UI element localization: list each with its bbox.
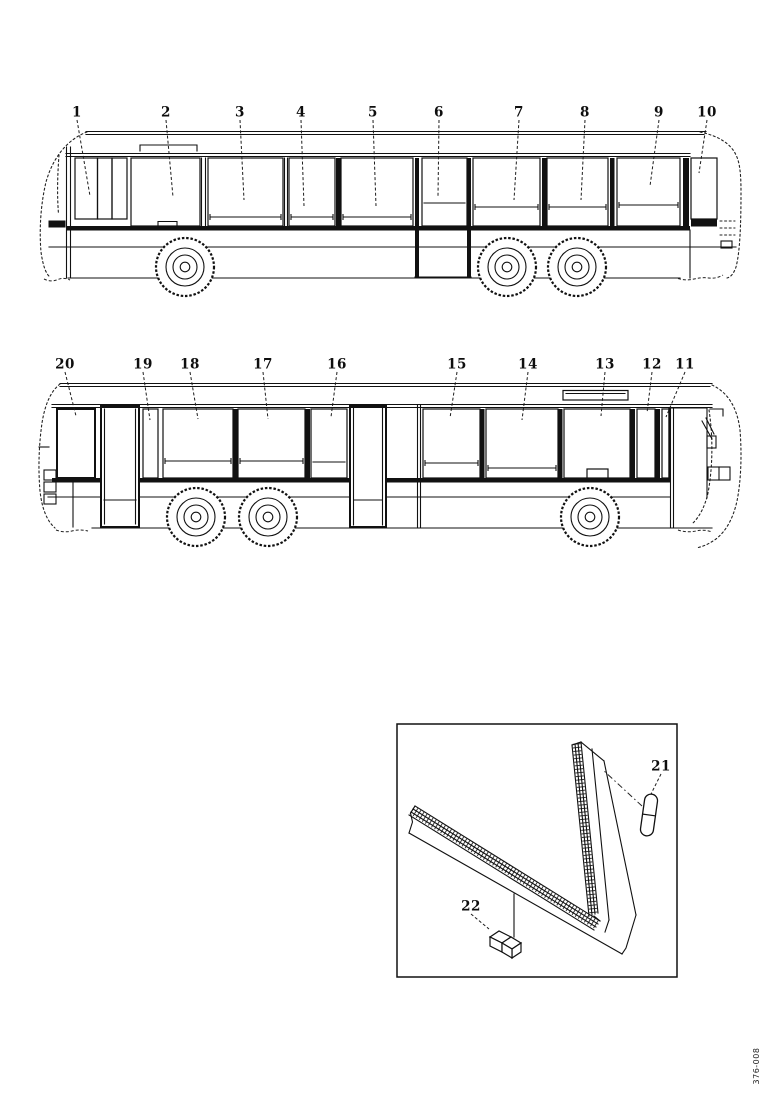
- callout-17: 17: [253, 356, 273, 373]
- callout-11: 11: [675, 356, 695, 373]
- callout-leader-19: [143, 372, 150, 420]
- callout-5: 5: [368, 104, 378, 121]
- wheel: [561, 488, 619, 546]
- callout-18: 18: [180, 356, 200, 373]
- clip-21-position-line: [603, 770, 642, 806]
- callout-21: 21: [651, 758, 671, 775]
- front-door: [670, 408, 712, 528]
- callout-leader-21: [651, 774, 661, 794]
- callout-leader-5: [373, 120, 376, 206]
- callout-12: 12: [642, 356, 662, 373]
- callout-leader-12: [647, 372, 652, 413]
- callouts-bottom-view: [55, 357, 695, 421]
- bus-bottom-outline: [39, 384, 741, 549]
- callout-2: 2: [161, 104, 171, 121]
- callout-leader-18: [190, 372, 198, 419]
- callout-4: 4: [296, 104, 306, 121]
- callout-leader-14: [522, 372, 528, 420]
- callout-15: 15: [447, 356, 467, 373]
- wheel: [156, 238, 214, 296]
- retainer-clip-21: [640, 793, 659, 836]
- callout-6: 6: [434, 104, 444, 121]
- callout-leader-15: [450, 372, 457, 418]
- callout-leader-10: [699, 120, 707, 173]
- callout-leader-22: [471, 914, 489, 929]
- callout-8: 8: [580, 104, 590, 121]
- callout-1: 1: [72, 104, 82, 121]
- callouts-top-view: [72, 105, 717, 207]
- callout-9: 9: [654, 104, 664, 121]
- wheel: [478, 238, 536, 296]
- callout-leader-4: [301, 120, 304, 206]
- callout-13: 13: [595, 356, 615, 373]
- callout-leader-17: [263, 372, 268, 419]
- callout-14: 14: [518, 356, 538, 373]
- callout-7: 7: [514, 104, 524, 121]
- window-corner-inset: [397, 724, 677, 977]
- center-door: [350, 406, 386, 527]
- callout-20: 20: [55, 356, 75, 373]
- callout-22: 22: [461, 898, 481, 915]
- rear-door: [101, 406, 139, 527]
- wheel: [548, 238, 606, 296]
- callout-leader-16: [331, 372, 337, 417]
- callout-3: 3: [235, 104, 245, 121]
- callout-10: 10: [697, 104, 717, 121]
- drawing-number: 376-008: [752, 1047, 761, 1085]
- callout-16: 16: [327, 356, 347, 373]
- bus-top-outline: [40, 132, 741, 281]
- bus-top-view: [40, 132, 741, 297]
- callout-19: 19: [133, 356, 153, 373]
- corner-joint-clip-22: [490, 894, 521, 958]
- wheel: [239, 488, 297, 546]
- wheel: [167, 488, 225, 546]
- bus-bottom-view: [39, 384, 741, 549]
